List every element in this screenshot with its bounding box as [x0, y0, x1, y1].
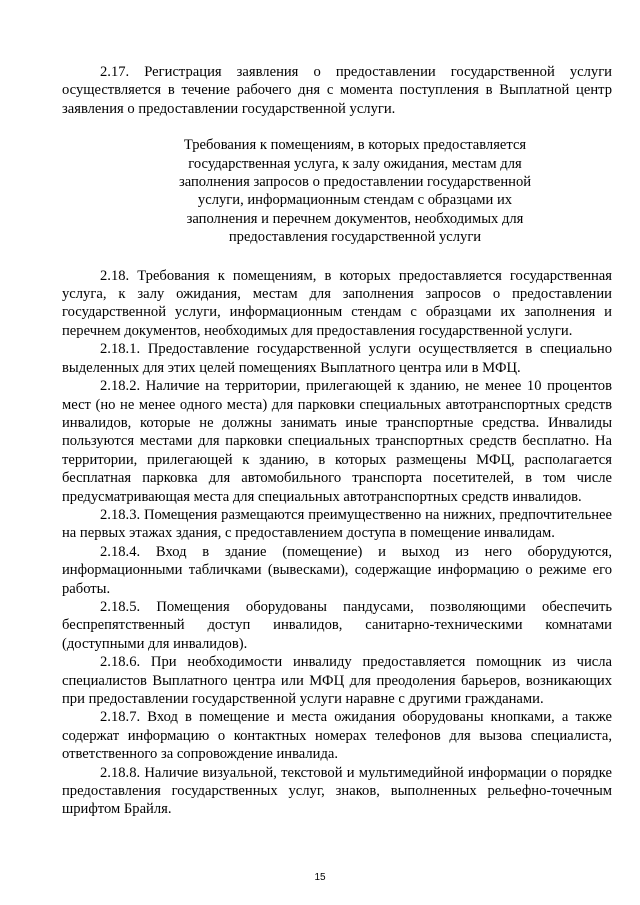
paragraph-2-18-8: 2.18.8. Наличие визуальной, текстовой и мультимедийной информации о порядке предоставления государственных услуг, знаков, выполненных рельефно-точечным шрифтом Брайля.: [62, 764, 612, 818]
spacer: [62, 247, 612, 267]
paragraph-2-18-4: 2.18.4. Вход в здание (помещение) и выход из него оборудуются, информационными табличками (вывесками), содержащие информацию о режиме его работы.: [62, 543, 612, 597]
paragraph-2-18-2: 2.18.2. Наличие на территории, прилегающей к зданию, не менее 10 процентов мест (но не менее одного места) для парковки специальных автотранспортных средств инвалидов, которые не должны занимать иные транспортные средства. Инвалиды пользуются местами для парковки специальных транспортных средств бесплатно. На территории, прилегающей к зданию, в которых размещены МФЦ, располагается бесплатная парковка для автомобильного транспорта посетителей, в том числе предусматривающая места для специальных автотранспортных средств инвалидов.: [62, 378, 612, 505]
spacer: [62, 118, 612, 136]
paragraph-2-18-3: 2.18.3. Помещения размещаются преимущественно на нижних, предпочтительнее на первых этажах здания, с предоставлением доступа в помещение инвалидам.: [62, 506, 612, 542]
paragraph-2-18: 2.18. Требования к помещениям, в которых предоставляется государственная услуга, к залу ожидания, местам для заполнения запросов о предоставлении государственной услуги, информационным стендам с образцами их заполнения и перечнем документов, необходимых для предоставления государственной услуги.: [62, 267, 612, 339]
paragraph-2-18-5: 2.18.5. Помещения оборудованы пандусами, позволяющими обеспечить беспрепятственный доступ инвалидов, санитарно-техническими комнатами (доступными для инвалидов).: [62, 598, 612, 652]
document-page: [62, 63, 612, 819]
page-number: 15: [314, 872, 326, 883]
paragraph-2-18-1: 2.18.1. Предоставление государственной услуги осуществляется в специально выделенных для этих целей помещениях Выплатного центра или в МФЦ.: [62, 341, 612, 376]
section-heading: Требования к помещениям, в которых предоставляется государственная услуга, к залу ожидания, местам для заполнения запросов о предоставлении государственной услуги, информационным стендам с образцами их заполнения и перечнем документов, необходимых для предоставления государственной услуги: [178, 137, 532, 246]
intro-paragraph: 2.17. Регистрация заявления о предоставлении государственной услуги осуществляется в течение рабочего дня с момента поступления в Выплатной центр заявления о предоставлении государственной услуги.: [62, 64, 612, 117]
paragraph-2-18-6: 2.18.6. При необходимости инвалиду предоставляется помощник из числа специалистов Выплатного центра или МФЦ для преодоления барьеров, возникающих при предоставлении государственной услуги наравне с другими гражданами.: [62, 654, 612, 707]
paragraph-2-18-7: 2.18.7. Вход в помещение и места ожидания оборудованы кнопками, а также содержат информацию о контактных номерах телефонов для вызова специалиста, ответственного за сопровождение инвалида.: [62, 709, 612, 763]
